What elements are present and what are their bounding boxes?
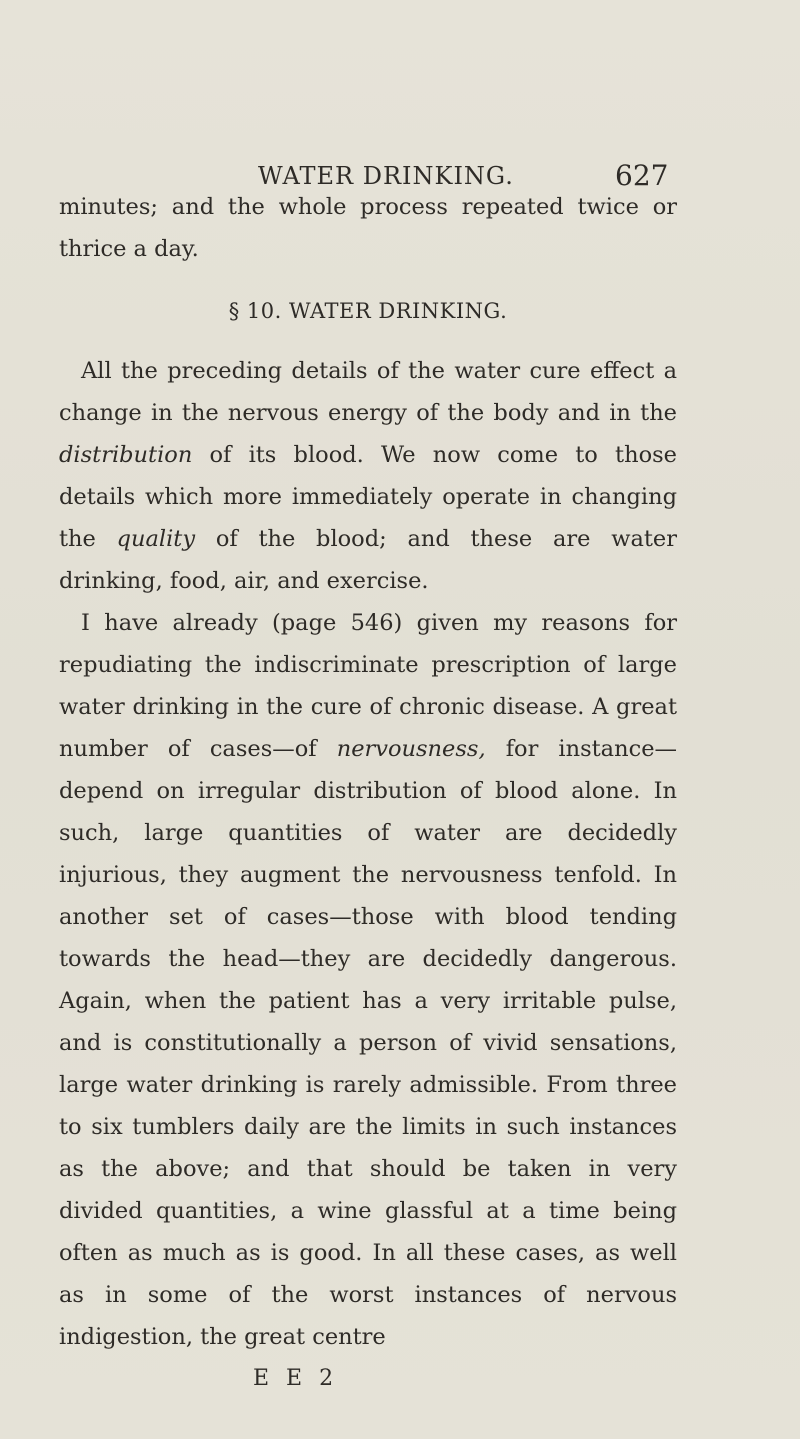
paragraph-1-part-c: of the blood; and these are water drinking, food, air, and exercise. [59,526,677,594]
paragraph-1 [59,350,677,602]
running-title: WATER DRINKING. [258,162,514,190]
signature-mark: E E 2 [253,1366,339,1391]
page-number: 627 [615,159,669,192]
section-heading: § 10. WATER DRINKING. [228,299,508,323]
paragraph-1-part-a: All the preceding details of the water cure effect a change in the nervous energy of the body and in the [59,358,677,426]
paragraph-2 [59,602,677,1358]
carryover-text: minutes; and the whole process repeated twice or thrice a day. [59,194,677,262]
emphasis-nervousness: nervousness, [336,736,486,762]
emphasis-quality: quality [116,526,196,552]
body-text [59,186,677,1400]
paragraph-2-part-a: I have already (page 546) given my reasons for repudiating the indiscriminate prescription of large water drinking in the cure of chronic disease. A great number of cases—of [59,610,677,762]
carryover-paragraph [59,186,677,270]
paragraph-2-part-b: for instance—depend on irregular distribution of blood alone. In such, large quantities of water are decidedly injurious, they augment the nervousness tenfold. In another set of cases—those with blood tending towards the head—they are decidedly dangerous. Again, when the patient has a very irritable pulse, and is constitutionally a person of vivid sensations, large water drinking is rarely admissible. From three to six tumblers daily are the limits in such instances as the above; and that should be taken in very divided quantities, a wine glassful at a time being often as much as is good. In all these cases, as well as in some of the worst instances of nervous indigestion, the great centre [59,736,678,1350]
paragraph-1-part-b: of its blood. We now come to those details which more immediately operate in changing the [59,442,677,552]
emphasis-distribution: distribution [59,442,193,468]
